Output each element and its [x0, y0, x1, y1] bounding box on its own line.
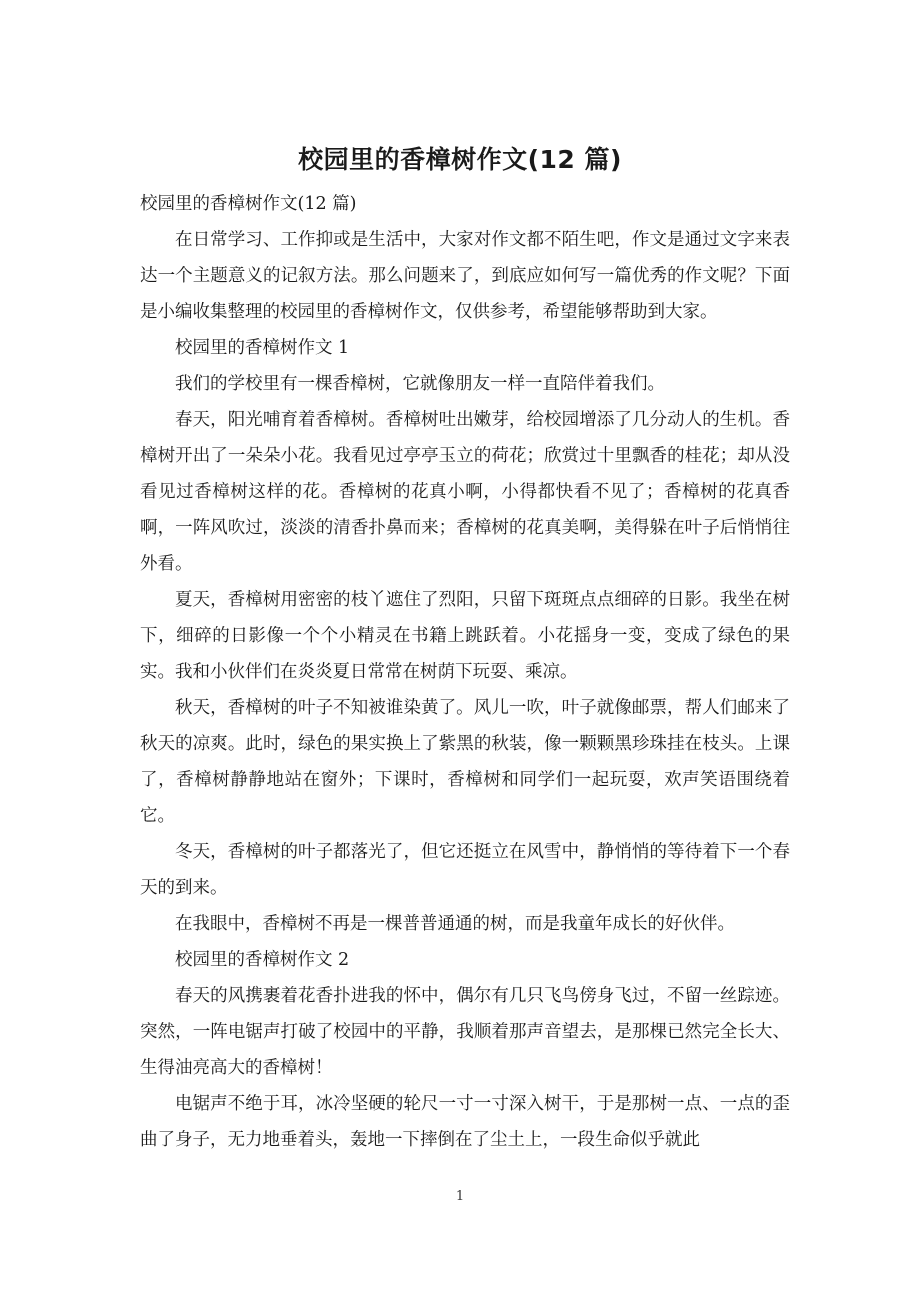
intro-paragraph: 在日常学习、工作抑或是生活中，大家对作文都不陌生吧，作文是通过文字来表达一个主题意义的记叙方法。那么问题来了，到底应如何写一篇优秀的作文呢？下面是小编收集整理的校园里的香樟树作文，仅供参考，希望能够帮助到大家。: [140, 230, 790, 322]
body-paragraph: 春天，阳光哺育着香樟树。香樟树吐出嫩芽，给校园增添了几分动人的生机。香樟树开出了一朵朵小花。我看见过亭亭玉立的荷花；欣赏过十里飘香的桂花；却从没看见过香樟树这样的花。香樟树的花真小啊，小得都快看不见了；香樟树的花真香啊，一阵风吹过，淡淡的清香扑鼻而来；香樟树的花真美啊，美得躲在叶子后悄悄往外看。: [140, 410, 790, 574]
page-number: 1: [455, 1189, 465, 1204]
body-paragraph: 电锯声不绝于耳，冰冷坚硬的轮尺一寸一寸深入树干，于是那树一点、一点的歪曲了身子，无力地垂着头，轰地一下摔倒在了尘土上，一段生命似乎就此: [140, 1094, 790, 1150]
body-paragraph: 冬天，香樟树的叶子都落光了，但它还挺立在风雪中，静悄悄的等待着下一个春天的到来。: [140, 842, 790, 898]
document-title: 校园里的香樟树作文(12 篇): [298, 145, 622, 174]
body-paragraph: 在我眼中，香樟树不再是一棵普普通通的树，而是我童年成长的好伙伴。: [175, 914, 735, 934]
body-paragraph: 春天的风携裹着花香扑进我的怀中，偶尔有几只飞鸟傍身飞过，不留一丝踪迹。突然，一阵电锯声打破了校园中的平静，我顺着那声音望去，是那棵已然完全长大、生得油亮高大的香樟树！: [140, 986, 790, 1078]
body-paragraph: 我们的学校里有一棵香樟树，它就像朋友一样一直陪伴着我们。: [175, 374, 665, 394]
section-heading: 校园里的香樟树作文 1: [175, 338, 350, 358]
body-paragraph: 夏天，香樟树用密密的枝丫遮住了烈阳，只留下斑斑点点细碎的日影。我坐在树下，细碎的日影像一个个小精灵在书籍上跳跃着。小花摇身一变，变成了绿色的果实。我和小伙伴们在炎炎夏日常常在树荫下玩耍、乘凉。: [140, 590, 790, 682]
section-heading: 校园里的香樟树作文 2: [175, 950, 350, 970]
body-paragraph: 秋天，香樟树的叶子不知被谁染黄了。风儿一吹，叶子就像邮票，帮人们邮来了秋天的凉爽。此时，绿色的果实换上了紫黑的秋装，像一颗颗黑珍珠挂在枝头。上课了，香樟树静静地站在窗外；下课时，香樟树和同学们一起玩耍，欢声笑语围绕着它。: [140, 698, 790, 826]
document-body: [140, 186, 790, 1158]
document-subtitle: 校园里的香樟树作文(12 篇): [140, 194, 357, 214]
